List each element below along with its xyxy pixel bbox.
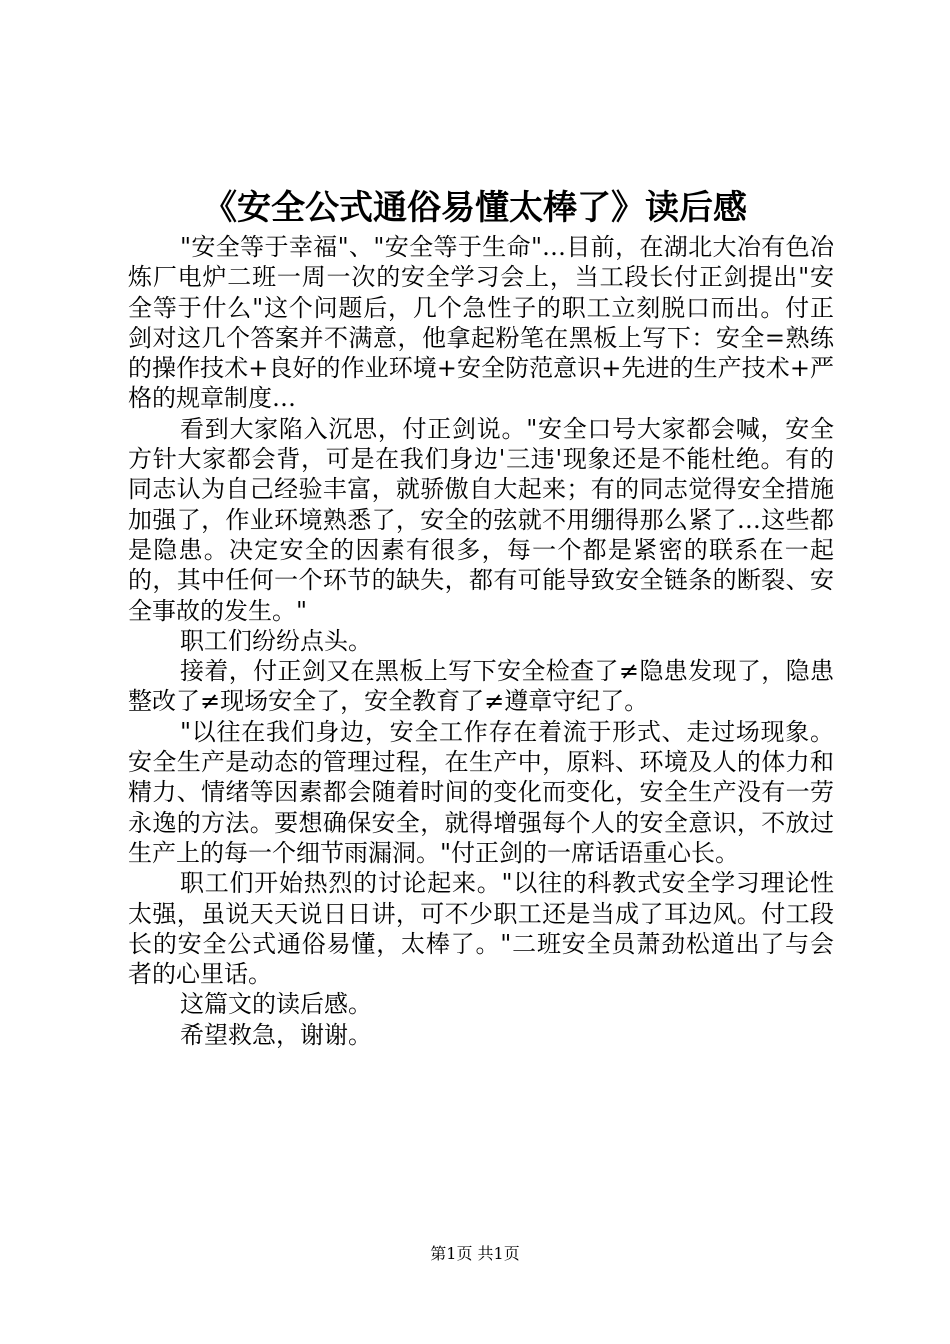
- document-title: 《安全公式通俗易懂太棒了》读后感: [203, 188, 747, 228]
- paragraph-1: "安全等于幸福"、"安全等于生命"…目前，在湖北大冶有色冶炼厂电炉二班一周一次的安全学习会上，当工段长付正剑提出"安全等于什么"这个问题后，几个急性子的职工立刻脱口而出。付正剑对这几个答案并不满意，他拿起粉笔在黑板上写下：安全=熟练的操作技术+良好的作业环境+安全防范意识+先进的生产技术+严格的规章制度…: [128, 233, 834, 413]
- paragraph-7: 这篇文的读后感。: [180, 990, 372, 1019]
- paragraph-8: 希望救急，谢谢。: [180, 1020, 372, 1049]
- paragraph-3: 职工们纷纷点头。: [180, 626, 372, 655]
- paragraph-6: 职工们开始热烈的讨论起来。"以往的科教式安全学习理论性太强，虽说天天说日日讲，可不少职工还是当成了耳边风。付工段长的安全公式通俗易懂，太棒了。"二班安全员萧劲松道出了与会者的心里话。: [128, 869, 834, 989]
- page-number-footer: 第1页 共1页: [430, 1244, 520, 1263]
- paragraph-2: 看到大家陷入沉思，付正剑说。"安全口号大家都会喊，安全方针大家都会背，可是在我们身边'三违'现象还是不能杜绝。有的同志认为自己经验丰富，就骄傲自大起来；有的同志觉得安全措施加强了，作业环境熟悉了，安全的弦就不用绷得那么紧了…这些都是隐患。决定安全的因素有很多，每一个都是紧密的联系在一起的，其中任何一个环节的缺失，都有可能导致安全链条的断裂、安全事故的发生。": [128, 414, 834, 625]
- paragraph-5: "以往在我们身边，安全工作存在着流于形式、走过场现象。安全生产是动态的管理过程，在生产中，原料、环境及人的体力和精力、情绪等因素都会随着时间的变化而变化，安全生产没有一劳永逸的方法。要想确保安全，就得增强每个人的安全意识，不放过生产上的每一个细节雨漏洞。"付正剑的一席话语重心长。: [128, 717, 834, 867]
- paragraph-4: 接着，付正剑又在黑板上写下安全检查了≠隐患发现了，隐患整改了≠现场安全了，安全教育了≠遵章守纪了。: [128, 657, 834, 716]
- document-body: [128, 232, 834, 1050]
